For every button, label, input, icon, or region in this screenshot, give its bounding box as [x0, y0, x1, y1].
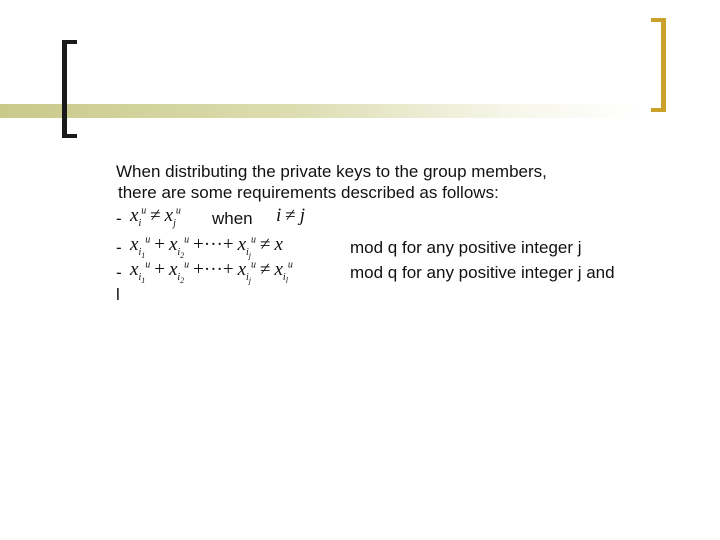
requirement-1-condition: when — [212, 209, 253, 228]
requirement-3-bullet: - — [116, 263, 122, 282]
requirement-1-bullet: - — [116, 209, 122, 228]
requirement-3-formula: $x_{i_1}^u + x_{i_2}^u$ +···+ $x_{i_j}^u \ne x_{i_l}^u$ — [130, 259, 293, 285]
requirement-3-condition: mod q for any positive integer j and — [350, 263, 615, 282]
intro-line-1: When distributing the private keys to the group members, — [116, 162, 547, 181]
trailing-text: l — [116, 285, 120, 304]
left-bracket-decoration — [62, 40, 77, 138]
requirement-2-formula: $x_{i_1}^u + x_{i_2}^u$ +···+ $x_{i_j}^u \ne x$ — [130, 234, 283, 260]
requirement-1-index-condition: i ≠ j — [276, 205, 305, 226]
title-band — [0, 104, 640, 118]
intro-line-2: there are some requirements described as follows: — [118, 183, 499, 202]
right-bracket-decoration — [651, 18, 666, 112]
requirement-1-formula: $x_i^u \ne x_j^u$ — [130, 205, 181, 229]
requirement-2-condition: mod q for any positive integer j — [350, 238, 582, 257]
requirement-2-bullet: - — [116, 238, 122, 257]
